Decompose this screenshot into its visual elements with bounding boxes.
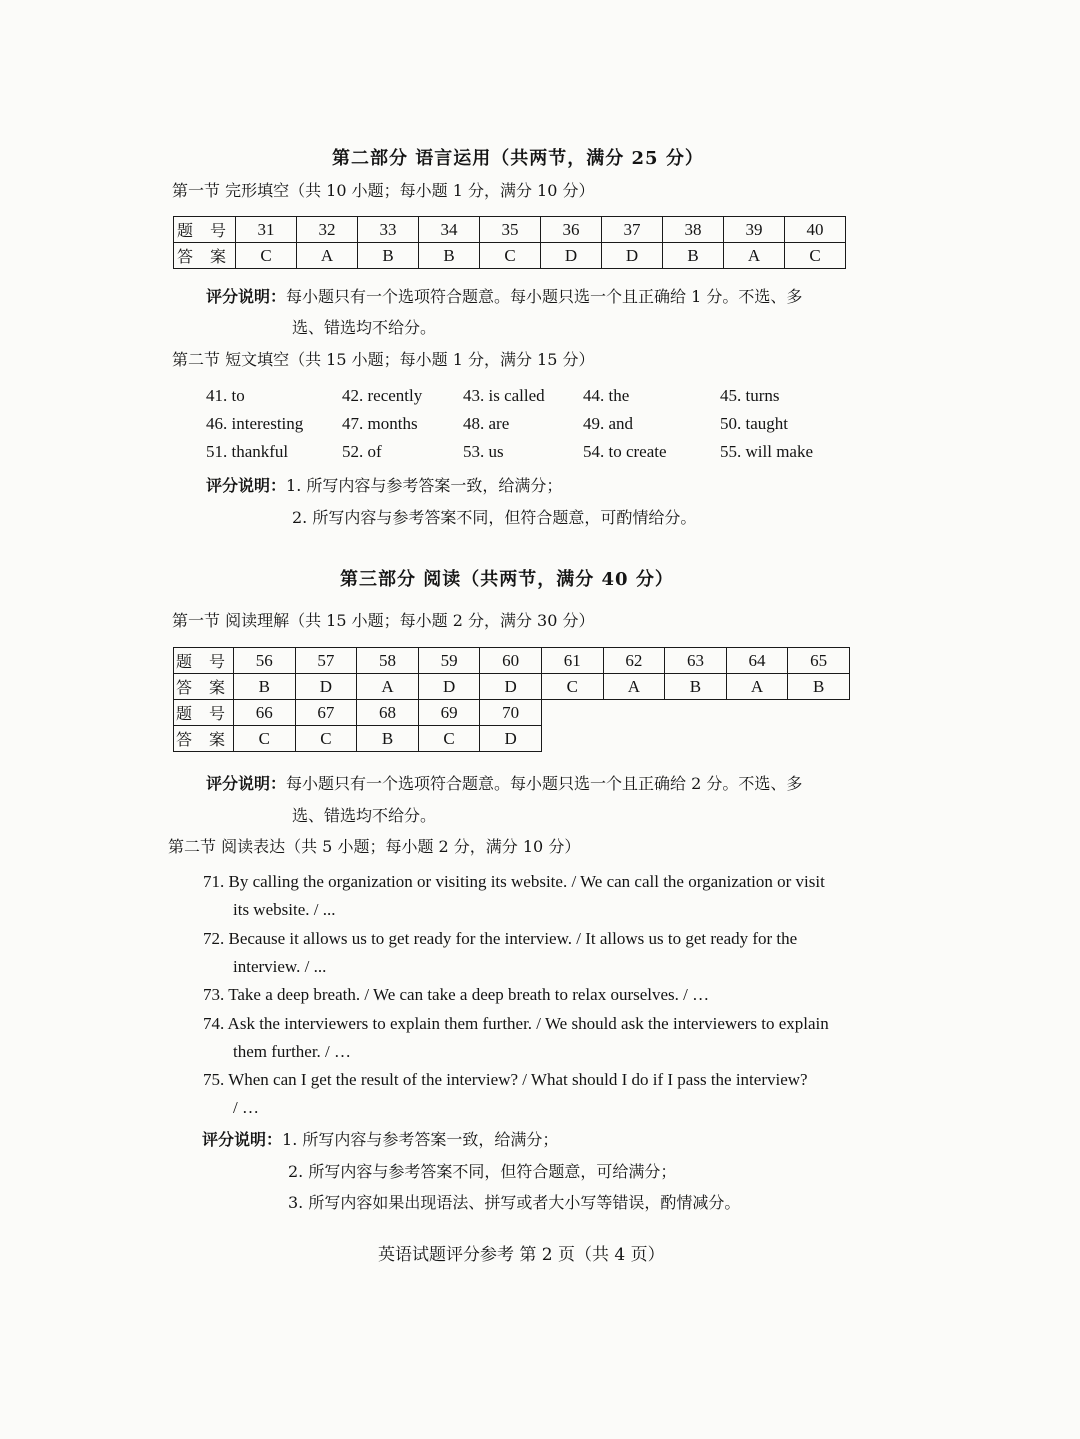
question-number: 36 [541,217,602,243]
list-item: 54. to create [583,442,667,461]
answer-cell: D [418,674,480,700]
question-number: 58 [357,648,419,674]
answer-cell: D [295,674,357,700]
question-number: 33 [358,217,419,243]
note-text: 1. 所写内容与参考答案一致，给满分； [286,476,563,495]
answer-cell: B [663,243,724,269]
list-item: 52. of [342,442,382,461]
question-number: 65 [788,648,850,674]
answer-line: / … [233,1098,259,1117]
answer-cell: B [419,243,480,269]
list-item: 46. interesting [206,414,304,433]
note-text: 选、错选均不给分。 [292,318,437,337]
answer-line: 71. By calling the organization or visiting its website. / We can call the organization or visit [203,872,825,891]
answer-cell: C [234,726,296,752]
row-head-number: 题 号 [174,217,236,243]
note-text: 2. 所写内容与参考答案不同，但符合题意，可酌情给分。 [292,508,697,527]
answer-cell: C [541,674,603,700]
note-label: 评分说明： [206,774,287,793]
answer-cell: A [724,243,785,269]
table-row [174,674,850,700]
table-row [174,726,850,752]
answer-line: 73. Take a deep breath. / We can take a deep breath to relax ourselves. / … [203,985,710,1004]
table-row [174,217,846,243]
part2-sec1-title: 第一节 完形填空（共 10 小题；每小题 1 分，满分 10 分） [172,181,595,200]
question-number: 59 [418,648,480,674]
table-row [174,243,846,269]
list-item: 55. will make [720,442,814,461]
question-number: 32 [297,217,358,243]
scoring-note [206,284,802,307]
list-item: 48. are [463,414,510,433]
question-number: 39 [724,217,785,243]
answer-cell: B [358,243,419,269]
note-label: 评分说明： [206,476,287,495]
row-head-answer: 答 案 [174,243,236,269]
answer-cell: C [480,243,541,269]
answer-line: 75. When can I get the result of the interview? / What should I do if I pass the interview? [203,1070,808,1089]
cloze-answer-table [173,216,846,269]
answer-cell: D [480,726,542,752]
answer-cell: D [541,243,602,269]
note-label: 评分说明： [202,1130,283,1149]
scoring-note [202,1127,558,1150]
row-head-number: 题 号 [174,648,234,674]
question-number: 57 [295,648,357,674]
scoring-note [206,473,562,496]
question-number: 34 [419,217,480,243]
note-text: 每小题只有一个选项符合题意。每小题只选一个且正确给 2 分。不选、多 [286,774,803,793]
answer-line: them further. / … [233,1042,352,1061]
part2-sec2-title: 第二节 短文填空（共 15 小题；每小题 1 分，满分 15 分） [172,350,595,369]
list-item: 44. the [583,386,630,405]
answer-line: its website. / ... [233,900,336,919]
reading-answer-table [173,647,850,752]
answer-cell: A [726,674,788,700]
question-number: 68 [357,700,419,726]
question-number: 69 [418,700,480,726]
answer-cell: C [295,726,357,752]
question-number: 62 [603,648,665,674]
note-text: 1. 所写内容与参考答案一致，给满分； [282,1130,559,1149]
answer-cell: C [418,726,480,752]
answer-cell: A [357,674,419,700]
list-item: 43. is called [463,386,545,405]
part2-title: 第二部分 语言运用（共两节，满分 25 分） [332,148,704,169]
note-label: 评分说明： [206,287,287,306]
answer-cell: A [297,243,358,269]
answer-cell: B [357,726,419,752]
list-item: 50. taught [720,414,788,433]
answer-line: 74. Ask the interviewers to explain them further. / We should ask the interviewers to explain [203,1014,829,1033]
part3-title: 第三部分 阅读（共两节，满分 40 分） [340,569,674,590]
question-number: 61 [541,648,603,674]
answer-cell: C [785,243,846,269]
answer-cell: C [236,243,297,269]
list-item: 42. recently [342,386,423,405]
answer-cell: D [480,674,542,700]
question-number: 60 [480,648,542,674]
note-text: 每小题只有一个选项符合题意。每小题只选一个且正确给 1 分。不选、多 [286,287,803,306]
question-number: 40 [785,217,846,243]
note-text: 3. 所写内容如果出现语法、拼写或者大小写等错误，酌情减分。 [288,1193,741,1212]
answer-cell: B [234,674,296,700]
question-number: 35 [480,217,541,243]
list-item: 53. us [463,442,504,461]
table-row [174,648,850,674]
question-number: 56 [234,648,296,674]
row-head-answer: 答 案 [174,674,234,700]
answer-cell: B [788,674,850,700]
list-item: 41. to [206,386,245,405]
question-number: 38 [663,217,724,243]
answer-line: interview. / ... [233,957,327,976]
question-number: 37 [602,217,663,243]
note-text: 选、错选均不给分。 [292,806,437,825]
question-number: 64 [726,648,788,674]
list-item: 45. turns [720,386,780,405]
page-footer: 英语试题评分参考 第 2 页（共 4 页） [378,1245,665,1265]
part3-sec1-title: 第一节 阅读理解（共 15 小题；每小题 2 分，满分 30 分） [172,611,595,630]
part3-sec2-title: 第二节 阅读表达（共 5 小题；每小题 2 分，满分 10 分） [168,837,581,856]
question-number: 31 [236,217,297,243]
question-number: 67 [295,700,357,726]
answer-cell: A [603,674,665,700]
answer-line: 72. Because it allows us to get ready for the interview. / It allows us to get ready for the [203,929,798,948]
list-item: 51. thankful [206,442,289,461]
row-head-answer: 答 案 [174,726,234,752]
question-number: 66 [234,700,296,726]
question-number: 70 [480,700,542,726]
list-item: 49. and [583,414,634,433]
answer-cell: B [665,674,727,700]
row-head-number: 题 号 [174,700,234,726]
answer-cell: D [602,243,663,269]
question-number: 63 [665,648,727,674]
list-item: 47. months [342,414,418,433]
scoring-note [206,771,802,794]
table-row [174,700,850,726]
note-text: 2. 所写内容与参考答案不同，但符合题意，可给满分； [288,1162,677,1181]
